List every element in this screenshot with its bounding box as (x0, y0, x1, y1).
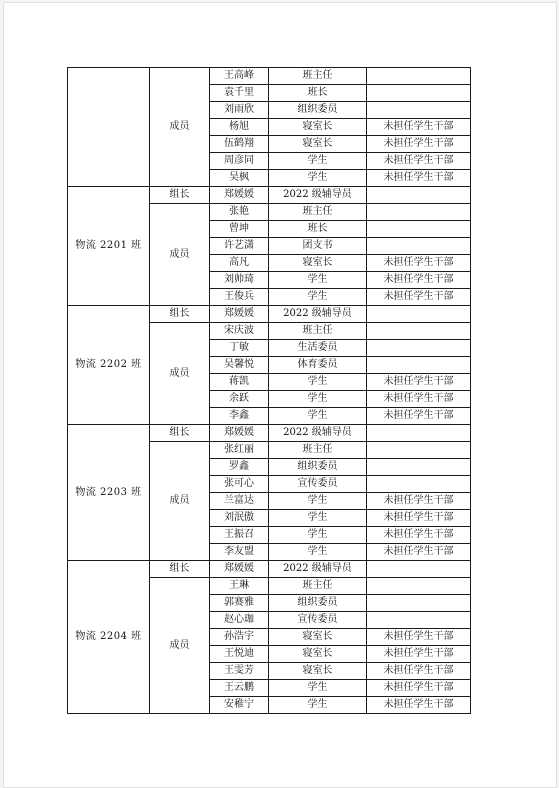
member-note-cell (367, 340, 471, 357)
member-note-cell (367, 102, 471, 119)
member-position-cell: 组织委员 (269, 459, 367, 476)
member-note-cell: 未担任学生干部 (367, 510, 471, 527)
member-position-cell: 组织委员 (269, 102, 367, 119)
member-name-cell: 王悦迪 (210, 646, 269, 663)
member-name-cell: 王俊兵 (210, 289, 269, 306)
member-name-cell: 李鑫 (210, 408, 269, 425)
leader-note-cell (367, 187, 471, 204)
table-row (68, 68, 471, 85)
table-row (68, 187, 471, 204)
leader-name-cell: 郑媛媛 (210, 561, 269, 578)
member-name-cell: 张可心 (210, 476, 269, 493)
member-position-cell: 生活委员 (269, 340, 367, 357)
member-name-cell: 罗鑫 (210, 459, 269, 476)
member-note-cell (367, 221, 471, 238)
member-note-cell (367, 238, 471, 255)
member-note-cell (367, 85, 471, 102)
class-name-cell: 物流 2203 班 (68, 425, 150, 561)
member-note-cell: 未担任学生干部 (367, 663, 471, 680)
member-name-cell: 高凡 (210, 255, 269, 272)
member-name-cell: 宋庆波 (210, 323, 269, 340)
members-label-cell: 成员 (150, 442, 210, 561)
member-name-cell: 刘帅琦 (210, 272, 269, 289)
leader-position-cell: 2022 级辅导员 (269, 306, 367, 323)
leader-position-cell: 2022 级辅导员 (269, 425, 367, 442)
member-name-cell: 蒋凯 (210, 374, 269, 391)
member-note-cell (367, 68, 471, 85)
member-note-cell: 未担任学生干部 (367, 646, 471, 663)
leader-position-cell: 2022 级辅导员 (269, 561, 367, 578)
leader-label-cell: 组长 (150, 187, 210, 204)
table-row (68, 425, 471, 442)
member-position-cell: 学生 (269, 170, 367, 187)
member-note-cell (367, 612, 471, 629)
member-position-cell: 寝室长 (269, 255, 367, 272)
member-name-cell: 王琳 (210, 578, 269, 595)
leader-name-cell: 郑媛媛 (210, 425, 269, 442)
member-position-cell: 班主任 (269, 204, 367, 221)
member-name-cell: 王雯芳 (210, 663, 269, 680)
member-position-cell: 班长 (269, 85, 367, 102)
class-name-cell (68, 68, 150, 187)
leader-name-cell: 郑媛媛 (210, 306, 269, 323)
member-position-cell: 班主任 (269, 442, 367, 459)
member-name-cell: 王云鹏 (210, 680, 269, 697)
member-note-cell (367, 204, 471, 221)
member-note-cell: 未担任学生干部 (367, 527, 471, 544)
members-label-cell: 成员 (150, 323, 210, 425)
member-note-cell: 未担任学生干部 (367, 153, 471, 170)
leader-label-cell: 组长 (150, 306, 210, 323)
class-name-cell: 物流 2202 班 (68, 306, 150, 425)
member-position-cell: 寝室长 (269, 136, 367, 153)
roster-body (68, 68, 471, 714)
member-position-cell: 学生 (269, 153, 367, 170)
leader-note-cell (367, 425, 471, 442)
member-note-cell (367, 595, 471, 612)
member-position-cell: 学生 (269, 374, 367, 391)
member-name-cell: 张艳 (210, 204, 269, 221)
leader-name-cell: 郑媛媛 (210, 187, 269, 204)
member-position-cell: 班主任 (269, 68, 367, 85)
member-note-cell: 未担任学生干部 (367, 170, 471, 187)
member-name-cell: 吴馨悦 (210, 357, 269, 374)
member-name-cell: 王高峰 (210, 68, 269, 85)
member-position-cell: 团支书 (269, 238, 367, 255)
leader-label-cell: 组长 (150, 425, 210, 442)
member-name-cell: 孙浩宇 (210, 629, 269, 646)
member-note-cell (367, 578, 471, 595)
leader-note-cell (367, 561, 471, 578)
member-name-cell: 赵心珈 (210, 612, 269, 629)
member-note-cell: 未担任学生干部 (367, 272, 471, 289)
member-position-cell: 体育委员 (269, 357, 367, 374)
members-label-cell: 成员 (150, 68, 210, 187)
member-name-cell: 袁千里 (210, 85, 269, 102)
member-name-cell: 丁敏 (210, 340, 269, 357)
member-note-cell (367, 476, 471, 493)
member-position-cell: 寝室长 (269, 646, 367, 663)
member-position-cell: 学生 (269, 510, 367, 527)
table-row (68, 306, 471, 323)
table-row (68, 561, 471, 578)
member-note-cell (367, 442, 471, 459)
members-label-cell: 成员 (150, 578, 210, 714)
member-position-cell: 学生 (269, 272, 367, 289)
member-note-cell: 未担任学生干部 (367, 391, 471, 408)
member-name-cell: 郭赛雅 (210, 595, 269, 612)
member-position-cell: 学生 (269, 680, 367, 697)
member-name-cell: 许艺潇 (210, 238, 269, 255)
member-position-cell: 寝室长 (269, 629, 367, 646)
member-position-cell: 组织委员 (269, 595, 367, 612)
member-note-cell: 未担任学生干部 (367, 697, 471, 714)
member-note-cell (367, 459, 471, 476)
roster-table (67, 67, 471, 714)
member-name-cell: 余跃 (210, 391, 269, 408)
member-position-cell: 寝室长 (269, 663, 367, 680)
member-position-cell: 班长 (269, 221, 367, 238)
member-position-cell: 学生 (269, 697, 367, 714)
member-note-cell: 未担任学生干部 (367, 680, 471, 697)
member-position-cell: 宣传委员 (269, 476, 367, 493)
member-position-cell: 学生 (269, 527, 367, 544)
member-note-cell: 未担任学生干部 (367, 136, 471, 153)
leader-label-cell: 组长 (150, 561, 210, 578)
member-position-cell: 学生 (269, 544, 367, 561)
member-note-cell: 未担任学生干部 (367, 374, 471, 391)
member-note-cell: 未担任学生干部 (367, 255, 471, 272)
class-name-cell: 物流 2201 班 (68, 187, 150, 306)
member-position-cell: 学生 (269, 391, 367, 408)
member-note-cell: 未担任学生干部 (367, 289, 471, 306)
member-name-cell: 兰富达 (210, 493, 269, 510)
member-name-cell: 伍鹤翔 (210, 136, 269, 153)
member-name-cell: 刘泯傲 (210, 510, 269, 527)
member-name-cell: 刘雨欣 (210, 102, 269, 119)
member-position-cell: 宣传委员 (269, 612, 367, 629)
leader-position-cell: 2022 级辅导员 (269, 187, 367, 204)
member-note-cell: 未担任学生干部 (367, 119, 471, 136)
member-name-cell: 安稚宁 (210, 697, 269, 714)
members-label-cell: 成员 (150, 204, 210, 306)
member-name-cell: 曾坤 (210, 221, 269, 238)
member-name-cell: 吴枫 (210, 170, 269, 187)
member-name-cell: 周彦同 (210, 153, 269, 170)
member-position-cell: 学生 (269, 493, 367, 510)
member-note-cell: 未担任学生干部 (367, 544, 471, 561)
member-name-cell: 李友盟 (210, 544, 269, 561)
member-name-cell: 张红丽 (210, 442, 269, 459)
class-name-cell: 物流 2204 班 (68, 561, 150, 714)
member-position-cell: 班主任 (269, 323, 367, 340)
member-position-cell: 班主任 (269, 578, 367, 595)
member-name-cell: 王振召 (210, 527, 269, 544)
member-note-cell (367, 323, 471, 340)
member-position-cell: 学生 (269, 408, 367, 425)
member-note-cell: 未担任学生干部 (367, 629, 471, 646)
member-position-cell: 寝室长 (269, 119, 367, 136)
member-note-cell: 未担任学生干部 (367, 408, 471, 425)
member-position-cell: 学生 (269, 289, 367, 306)
member-note-cell (367, 357, 471, 374)
member-name-cell: 杨旭 (210, 119, 269, 136)
member-note-cell: 未担任学生干部 (367, 493, 471, 510)
leader-note-cell (367, 306, 471, 323)
